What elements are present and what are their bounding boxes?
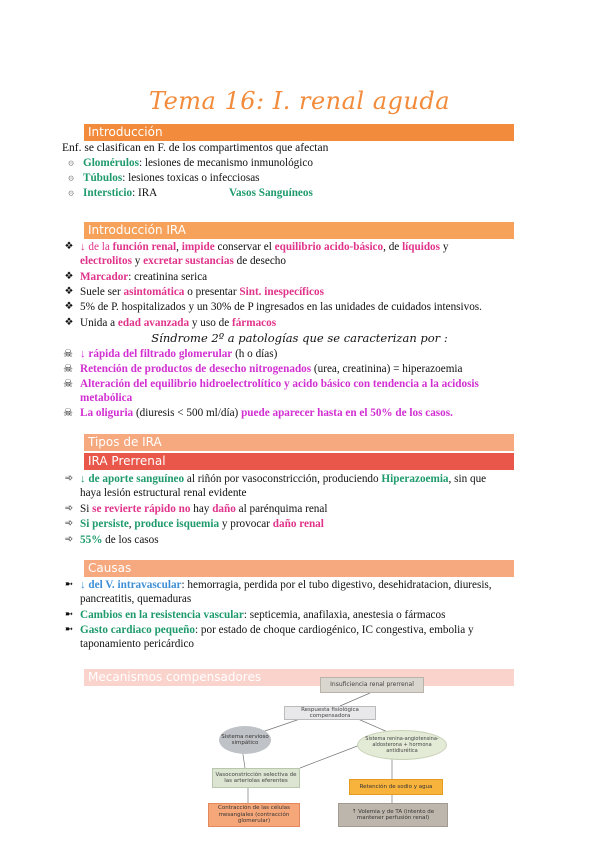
node-renina-angiotensina: Sistema renina-angiotensina-aldosterona + hormona antidiurética	[357, 730, 447, 760]
section-header-introduccion: Introducción	[84, 124, 514, 141]
causas-line-2: Cambios en la resistencia vascular: septicemia, anafilaxia, anestesia o fármacos	[80, 609, 446, 621]
arrow-bullet-icon: ➼	[64, 624, 74, 635]
ira-line-6: Unida a edad avanzada y uso de fármacos	[80, 317, 277, 329]
ornament-bullet-icon: ۞	[68, 157, 74, 168]
node-volemia-ta: ↑ Volemia y de TA (intento de mantener perfusión renal)	[338, 803, 448, 827]
section-header-causas: Causas	[84, 560, 514, 577]
causas-line-1-cont: pancreatitis, quemaduras	[80, 593, 192, 605]
skull-bullet-icon: ☠	[63, 407, 73, 419]
ornament-bullet-icon: ۞	[68, 187, 74, 198]
node-insuficiencia-renal: Insuficiencia renal prerrenal	[320, 677, 424, 693]
causas-line-1: ↓ del V. intravascular: hemorragia, perdida por el tubo digestivo, desehidratacion, diuresis,	[80, 579, 492, 591]
syndrome-item-1: ↓ rápida del filtrado glomerular (h o días)	[80, 348, 278, 360]
skull-bullet-icon: ☠	[63, 348, 73, 360]
ira-line-3: Marcador: creatinina serica	[80, 271, 208, 283]
diamond-bullet-icon: ❖	[64, 271, 74, 282]
syndrome-item-3-cont: metabólica	[80, 392, 133, 404]
node-sistema-nervioso: Sistema nervioso simpático	[219, 726, 271, 754]
syndrome-item-2: Retención de productos de desecho nitrogenados (urea, creatinina) = hiperazoemia	[80, 363, 463, 375]
subsection-header-ira-prerrenal: IRA Prerrenal	[84, 453, 514, 470]
syndrome-item-4: La oliguria (diuresis < 500 ml/día) puede aparecer hasta en el 50% de los casos.	[80, 407, 453, 419]
ira-line-2: electrolitos y excretar sustancias de desecho	[80, 255, 286, 267]
prerrenal-line-4: 55% de los casos	[80, 534, 159, 546]
section-header-mecanismos: Mecanismos compensadores	[84, 669, 514, 686]
section-header-introduccion-ira: Introducción IRA	[84, 222, 514, 239]
arrow-bullet-icon: ➾	[64, 534, 74, 545]
ira-line-5: 5% de P. hospitalizados y un 30% de P ingresados en las unidades de cuidados intensivos.	[80, 301, 482, 313]
diamond-bullet-icon: ❖	[64, 301, 74, 312]
arrow-bullet-icon: ➾	[64, 473, 74, 484]
causas-line-3-cont: taponamiento pericárdico	[80, 638, 194, 650]
section-header-tipos-ira: Tipos de IRA	[84, 434, 514, 451]
arrow-bullet-icon: ➾	[64, 518, 74, 529]
skull-bullet-icon: ☠	[63, 363, 73, 375]
page-title: Tema 16: I. renal aguda	[148, 87, 451, 115]
node-retencion-sodio: Retención de sodio y agua	[349, 779, 443, 795]
arrow-bullet-icon: ➼	[64, 609, 74, 620]
intro-item-tubulos: Túbulos: lesiones toxicas o infecciosas	[83, 172, 260, 184]
prerrenal-line-1-cont: haya lesión estructural renal evidente	[80, 487, 247, 499]
ornament-bullet-icon: ۞	[68, 172, 74, 183]
arrow-bullet-icon: ➾	[64, 503, 74, 514]
node-contraccion-mesangial: Contracción de las células mesangiales (contracción glomerular)	[208, 803, 300, 827]
ira-line-1: ↓ de la función renal, impide conservar el equilibrio acido-básico, de líquidos y	[80, 241, 449, 253]
causas-line-3: Gasto cardiaco pequeño: por estado de choque cardiogénico, IC congestiva, embolia y	[80, 624, 474, 636]
prerrenal-line-1: ↓ de aporte sanguíneo al riñón por vasoconstricción, produciendo Hiperazoemia, sin que	[80, 473, 487, 485]
node-respuesta-fisiologica: Respuesta fisiológica compensadora	[284, 706, 376, 720]
node-vasoconstriccion: Vasoconstricción selectiva de las arteriolas eferentes	[212, 768, 300, 788]
intro-item-intersticio: Intersticio: IRA	[83, 187, 158, 199]
prerrenal-line-2: Si se revierte rápido no hay daño al parénquima renal	[80, 503, 328, 515]
arrow-bullet-icon: ➼	[64, 579, 74, 590]
intro-item-vasos: Vasos Sanguíneos	[229, 187, 313, 199]
prerrenal-line-3: Si persiste, produce isquemia y provocar daño renal	[80, 518, 324, 530]
diamond-bullet-icon: ❖	[64, 317, 74, 328]
diamond-bullet-icon: ❖	[64, 286, 74, 297]
intro-lead: Enf. se clasifican en F. de los compartimentos que afectan	[62, 142, 329, 154]
ira-line-4: Suele ser asintomática o presentar Sint. inespecíficos	[80, 286, 324, 298]
diamond-bullet-icon: ❖	[64, 241, 74, 252]
intro-item-glomerulos: Glomérulos: lesiones de mecanismo inmunológico	[83, 157, 313, 169]
syndrome-caption: Síndrome 2º a patologías que se caracterizan por :	[151, 331, 448, 345]
skull-bullet-icon: ☠	[63, 378, 73, 390]
syndrome-item-3: Alteración del equilibrio hidroelectrolítico y acido básico con tendencia a la acidosis	[80, 378, 479, 390]
